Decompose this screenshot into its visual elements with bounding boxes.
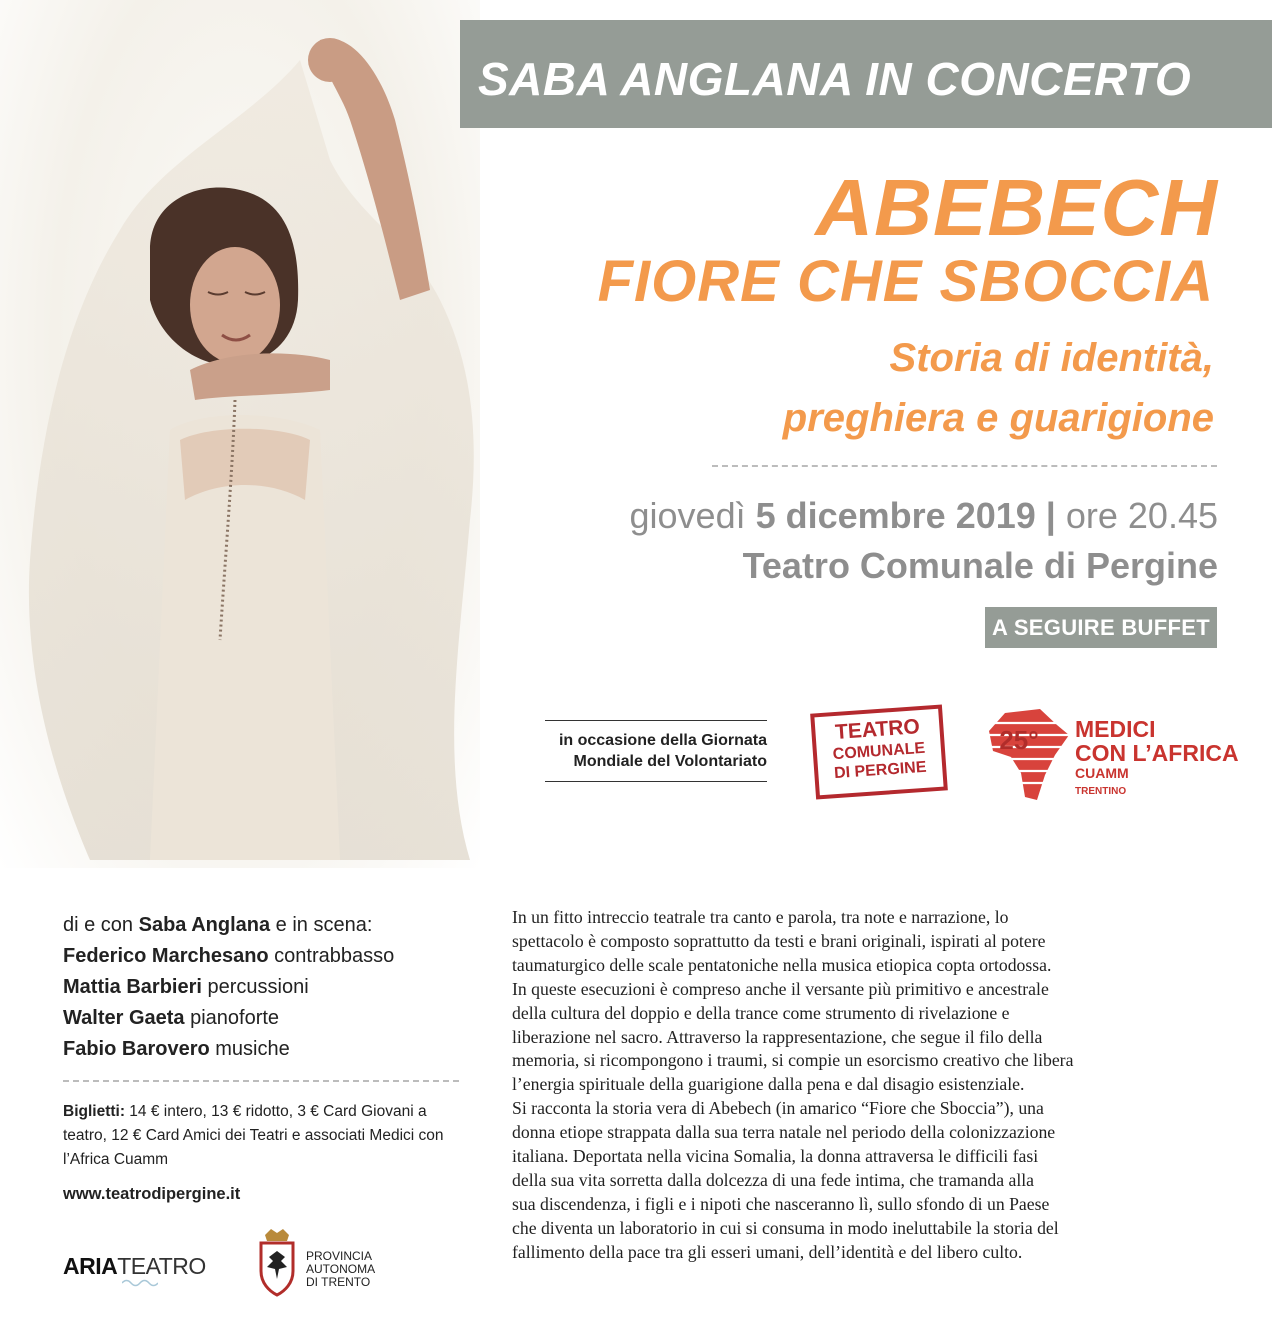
aria-teatro-logo bbox=[63, 1253, 206, 1280]
africa-map-icon bbox=[985, 705, 1073, 805]
event-day: giovedì bbox=[629, 495, 746, 536]
credits-divider bbox=[63, 1080, 459, 1082]
performer-role: pianoforte bbox=[184, 1007, 280, 1029]
teatro-logo-line-3: DI PERGINE bbox=[833, 758, 928, 783]
event-time: ore 20.45 bbox=[1065, 495, 1218, 536]
occasion-note bbox=[545, 720, 767, 782]
description-line: liberazione nel sacro. Attraverso la rappresentazione, che segue il filo della bbox=[512, 1026, 1043, 1047]
anniversary-badge: 25° bbox=[999, 725, 1039, 755]
performer-role: percussioni bbox=[201, 976, 309, 998]
description-line: In queste esecuzioni è compreso anche il versante più primitivo e ancestrale bbox=[512, 978, 1049, 999]
event-date bbox=[630, 496, 1219, 536]
performer-name: Mattia Barbieri bbox=[63, 976, 202, 998]
event-date-value: 5 dicembre 2019 bbox=[755, 495, 1036, 536]
description-line: che diventa un laboratorio in cui si consuma in modo ineluttabile la storia del bbox=[512, 1217, 1059, 1238]
teatro-logo-line-1: TEATRO bbox=[834, 715, 921, 744]
teatro-comunale-logo bbox=[810, 705, 948, 800]
banner-title: SABA ANGLANA IN CONCERTO bbox=[478, 53, 1192, 105]
provincia-line-1: PROVINCIA bbox=[306, 1249, 373, 1263]
show-tagline-1: Storia di identità, bbox=[889, 336, 1214, 380]
show-subtitle: FIORE CHE SBOCCIA bbox=[597, 249, 1214, 314]
website-link[interactable]: www.teatrodipergine.it bbox=[63, 1185, 241, 1203]
description-line: memoria, si ricompongono i traumi, si compie un esorcismo creativo che libera bbox=[512, 1050, 1074, 1071]
credits bbox=[63, 910, 394, 1065]
divider bbox=[712, 465, 1217, 467]
mca-line-2: CON L’AFRICA bbox=[1075, 740, 1239, 766]
description-line: della cultura del doppio e della trance come strumento di rivelazione e bbox=[512, 1002, 1010, 1023]
tickets-text: 14 € intero, 13 € ridotto, 3 € Card Giovani a teatro, 12 € Card Amici dei Teatri e associati Medici con l’Africa Cuamm bbox=[63, 1103, 444, 1168]
provincia-crest-icon bbox=[257, 1227, 297, 1297]
description-line: spettacolo è composto soprattutto da testi e brani originali, ispirati al potere bbox=[512, 930, 1046, 951]
performer-role: contrabbasso bbox=[268, 945, 395, 967]
performer-photo bbox=[0, 0, 480, 868]
aria-logo-thin: TEATRO bbox=[117, 1253, 206, 1279]
credits-intro-name: Saba Anglana bbox=[138, 914, 271, 936]
provincia-line-2: AUTONOMA bbox=[306, 1262, 376, 1276]
performer-row bbox=[63, 1034, 394, 1065]
description-line: donna etiope strappata dalla sua terra natale nel periodo della colonizzazione bbox=[512, 1122, 1056, 1143]
show-title: ABEBECH bbox=[815, 163, 1218, 252]
tickets-info bbox=[63, 1100, 463, 1172]
performer-name: Walter Gaeta bbox=[63, 1007, 185, 1029]
teatro-logo-line-2: COMUNALE bbox=[832, 739, 926, 764]
performer-row bbox=[63, 941, 394, 972]
buffet-badge: A SEGUIRE BUFFET bbox=[985, 607, 1217, 648]
occasion-line-1: in occasione della Giornata bbox=[558, 732, 767, 749]
description-line: della sua vita sorretta dalla dolcezza di una fede intima, che tramanda alla bbox=[512, 1169, 1035, 1190]
mca-line-4: TRENTINO bbox=[1075, 786, 1127, 797]
description-line: sua discendenza, i figli e i nipoti che nasceranno lì, sullo sfondo di un Paese bbox=[512, 1193, 1050, 1214]
credits-intro-pre: di e con bbox=[63, 914, 139, 936]
description-line: In un fitto intreccio teatrale tra canto e parola, tra note e narrazione, lo bbox=[512, 907, 1009, 927]
occasion-line-2: Mondiale del Volontariato bbox=[573, 753, 767, 770]
aria-logo-bold: ARIA bbox=[63, 1253, 118, 1279]
mca-line-3: CUAMM bbox=[1075, 765, 1129, 781]
description-line: italiana. Deportata nella vicina Somalia, la donna attraversa le difficili fasi bbox=[512, 1146, 1039, 1167]
credits-intro-post: e in scena: bbox=[270, 914, 373, 936]
mca-line-1: MEDICI bbox=[1075, 716, 1156, 742]
show-tagline-2: preghiera e guarigione bbox=[782, 396, 1214, 440]
performer-row bbox=[63, 1003, 394, 1034]
event-separator: | bbox=[1035, 495, 1066, 536]
description-line: taumaturgico delle scale pentatoniche nella musica etiopica copta ortodossa. bbox=[512, 954, 1052, 975]
description-line: Si racconta la storia vera di Abebech (in amarico “Fiore che Sboccia”), una bbox=[512, 1098, 1044, 1119]
waves-icon bbox=[122, 1278, 158, 1288]
performer-role: musiche bbox=[209, 1038, 290, 1060]
provincia-line-3: DI TRENTO bbox=[306, 1275, 371, 1289]
provincia-text bbox=[306, 1250, 375, 1289]
description-line: fallimento della pace tra gli esseri umani, dell’identità e del libero culto. bbox=[512, 1241, 1023, 1262]
performer-name: Fabio Barovero bbox=[63, 1038, 210, 1060]
tickets-label: Biglietti: bbox=[63, 1103, 125, 1120]
performer-name: Federico Marchesano bbox=[63, 945, 269, 967]
event-venue: Teatro Comunale di Pergine bbox=[742, 545, 1218, 586]
medici-con-africa-logo bbox=[985, 705, 1239, 805]
description-line: l’energia spirituale della guarigione dalla pena e dal disagio esistenziale. bbox=[512, 1074, 1025, 1095]
performer-row bbox=[63, 972, 394, 1003]
description bbox=[512, 906, 1222, 1265]
credits-intro bbox=[63, 910, 394, 941]
